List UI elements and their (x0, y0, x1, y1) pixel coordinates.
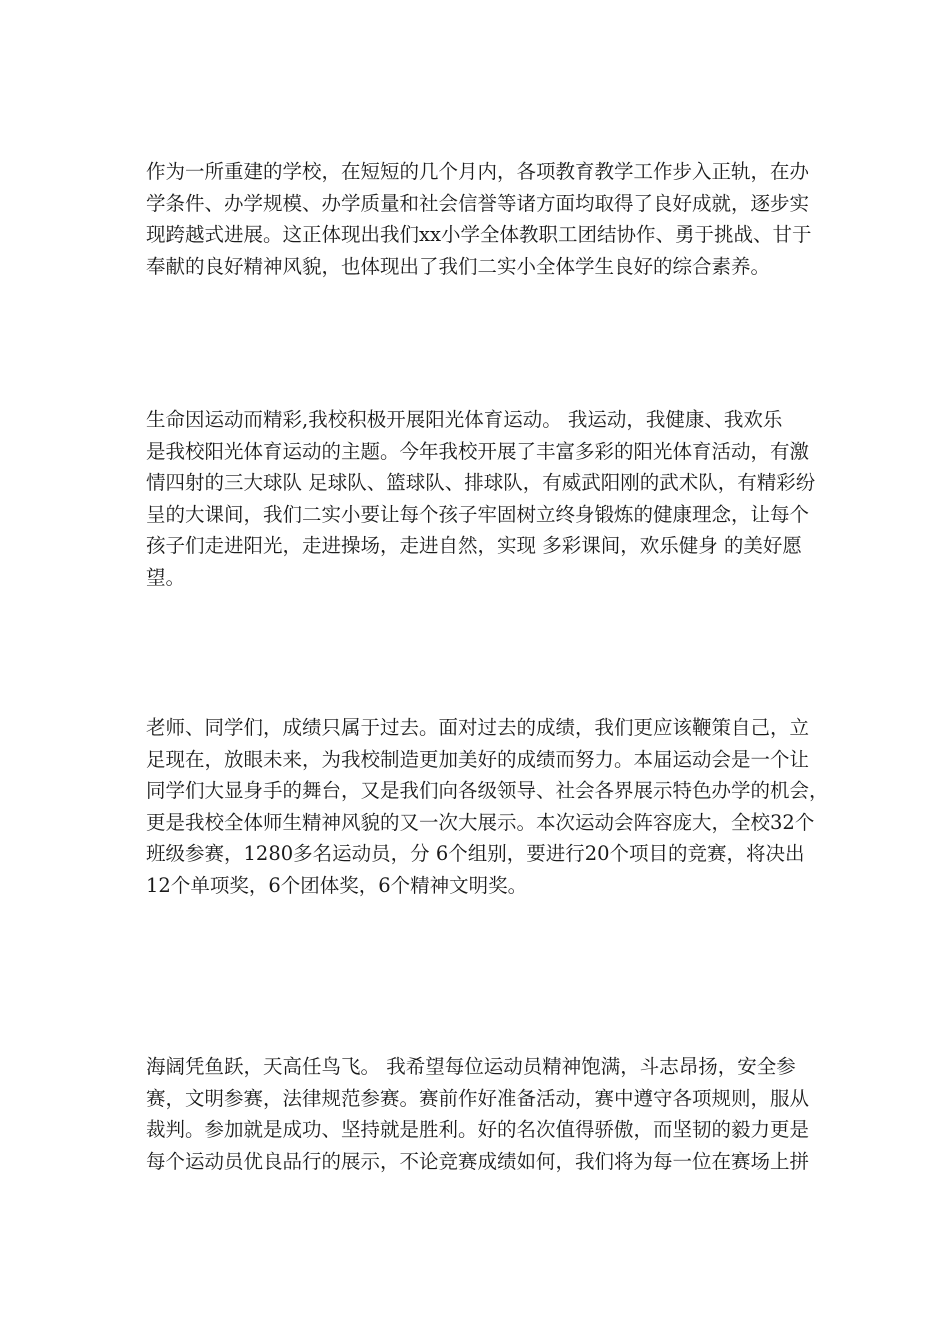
text-line: 班级参赛，1280多名运动员，分 6个组别，要进行20个项目的竞赛，将决出 (146, 842, 805, 865)
text-line: 作为一所重建的学校，在短短的几个月内，各项教育教学工作步入正轨，在办 (146, 160, 810, 183)
paragraph-sports-meet-overview (146, 712, 829, 901)
text-line: 学条件、办学规模、办学质量和社会信誉等诸方面均取得了良好成就，逐步实 (146, 191, 810, 215)
text-line: 老师、同学们，成绩只属于过去。面对过去的成绩，我们更应该鞭策自己，立 (146, 716, 810, 739)
text-line: 呈的大课间，我们二实小要让每个孩子牢固树立终身锻炼的健康理念，让每个 (146, 502, 810, 526)
text-line: 每个运动员优良品行的展示，不论竞赛成绩如何，我们将为每一位在赛场上拼 (146, 1149, 810, 1173)
text-line: 同学们大显身手的舞台，又是我们向各级领导、社会各界展示特色办学的机会， (146, 779, 829, 802)
text-line: 赛，文明参赛，法律规范参赛。赛前作好准备活动，赛中遵守各项规则，服从 (146, 1086, 810, 1110)
paragraph-athlete-wishes (146, 1051, 814, 1177)
text-line: 奉献的良好精神风貌，也体现出了我们二实小全体学生良好的综合素养。 (146, 254, 771, 278)
text-line: 现跨越式进展。这正体现出我们xx小学全体教职工团结协作、勇于挑战、甘于 (146, 223, 812, 246)
paragraph-sunshine-sports (146, 404, 814, 593)
text-line: 12个单项奖，6个团体奖，6个精神文明奖。 (146, 873, 528, 897)
text-line: 裁判。参加就是成功、坚持就是胜利。好的名次值得骄傲，而坚韧的毅力更是 (146, 1118, 810, 1141)
text-line: 足现在，放眼未来，为我校制造更加美好的成绩而努力。本届运动会是一个让 (146, 747, 810, 771)
text-line: 情四射的三大球队 足球队、篮球队、排球队，有威武阳刚的武术队，有精彩纷 (146, 471, 816, 494)
text-line: 更是我校全体师生精神风貌的又一次大展示。本次运动会阵容庞大，全校32个 (146, 810, 815, 834)
text-line: 望。 (146, 565, 186, 589)
text-line: 海阔凭鱼跃，天高任鸟飞。 我希望每位运动员精神饱满，斗志昂扬，安全参 (146, 1055, 796, 1078)
text-line: 生命因运动而精彩,我校积极开展阳光体育运动。 我运动，我健康、我欢乐 (146, 408, 783, 431)
paragraph-school-achievements (146, 156, 814, 282)
text-line: 是我校阳光体育运动的主题。今年我校开展了丰富多彩的阳光体育活动，有激 (146, 439, 810, 463)
text-line: 孩子们走进阳光，走进操场，走进自然，实现 多彩课间，欢乐健身 的美好愿 (146, 534, 802, 557)
